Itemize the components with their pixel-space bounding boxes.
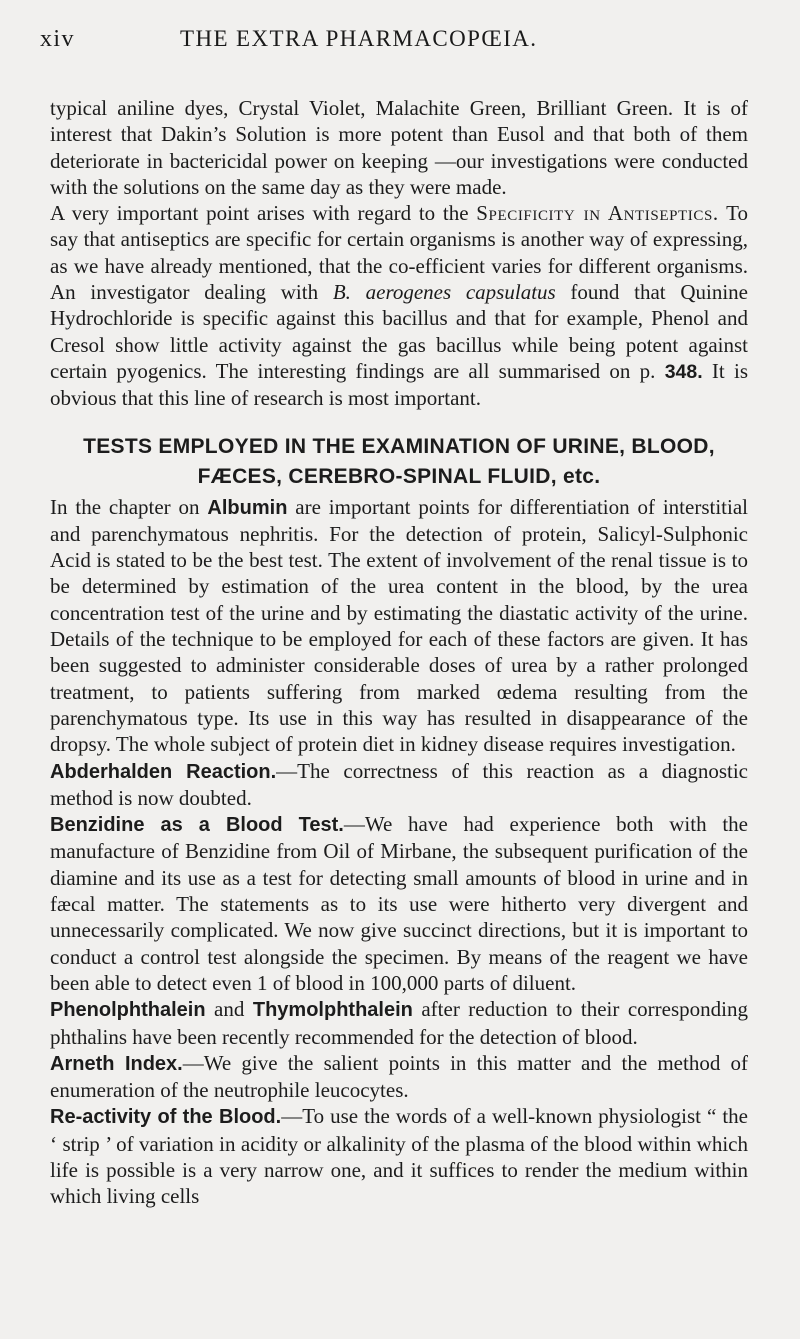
albumin-text-b: are important points for differentiation of interstitial and parenchymatous nephritis. For the detection of protein, Salicyl-Sulphonic Acid is stated to be the best test. The extent of involvement of the renal tissue is to be determined by estimation of the urea content in the blood, by the urea concentration test of the urine and by estimating the diastatic activity of the urine. Details of the technique to be employed for each of these factors are given. It has been suggested to administer considerable doses of urea by a rather prolonged treatment, to patients suffering from marked œdema resulting from the parenchymatous type. Its use in this way has resulted in disappearance of the dropsy. The whole subject of protein diet in kidney disease requires investigation.: [50, 494, 748, 757]
abderhalden-heading: Abderhalden Reaction.: [50, 760, 277, 783]
page-number: xiv: [40, 26, 75, 52]
phthalein-and: and: [214, 997, 245, 1022]
reactivity-heading: Re-activity of the Blood.: [50, 1106, 282, 1129]
paragraph-albumin: [50, 494, 748, 758]
running-title: THE EXTRA PHARMACOPŒIA.: [180, 26, 538, 51]
specificity-text-c: found that Quinine Hydrochloride is specific against this bacillus and that for example, Phenol and Cresol show little activity against the gas bacillus while being potent against certain pyogenics. The interesting findings are all summarised on p.: [50, 280, 748, 383]
specificity-small-caps: Specificity in Antiseptics.: [476, 201, 719, 226]
body-text: [50, 95, 748, 1210]
specificity-text-a: A very important point arises with regard to the: [50, 201, 469, 226]
arneth-heading: Arneth Index.: [50, 1052, 183, 1075]
albumin-text-a: In the chapter on: [50, 494, 200, 519]
albumin-term: Albumin: [207, 496, 288, 519]
specificity-text-b: To say that antiseptics are specific for certain organisms is another way of expressing, as we have already mentioned, that the co-efficient varies for different organisms. An investigator dealing with: [50, 201, 748, 305]
paragraph-benzidine: [50, 811, 748, 996]
section-heading: TESTS EMPLOYED IN THE EXAMINATION OF URINE, BLOOD, FÆCES, CEREBRO-SPINAL FLUID, etc.: [83, 434, 715, 488]
page-reference: 348.: [664, 360, 703, 383]
paragraph-abderhalden: [50, 758, 748, 812]
thymolphthalein-term: Thymolphthalein: [252, 999, 413, 1022]
reactivity-text: —To use the words of a well-known physiologist “ the ‘ strip ’ of variation in acidity or alkalinity of the plasma of the blood within which life is possible is a very narrow one, and it suffices to render the medium within which living cells: [50, 1104, 748, 1209]
arneth-text: —We give the salient points in this matter and the method of enumeration of the neutrophile leucocytes.: [50, 1050, 748, 1103]
phthalein-text: after reduction to their corresponding phthalins have been recently recommended for the detection of blood.: [50, 997, 748, 1049]
phenolphthalein-term: Phenolphthalein: [50, 999, 206, 1022]
running-head: [40, 26, 748, 53]
benzidine-heading: Benzidine as a Blood Test.: [50, 814, 344, 837]
paragraph-reactivity: [50, 1103, 748, 1209]
species-name: B. aerogenes capsulatus: [332, 280, 556, 305]
benzidine-text: —We have had experience both with the manufacture of Benzidine from Oil of Mirbane, the subsequent purification of the diamine and its use as a test for detecting small amounts of blood in urine and in fæcal matter. The statements as to its use were hitherto very divergent and unnecessarily complicated. We now give succinct directions, but it is important to conduct a control test alongside the specimen. By means of the reagent we have been able to detect even 1 of blood in 100,000 parts of diluent.: [50, 812, 748, 995]
paragraph-dyes: typical aniline dyes, Crystal Violet, Malachite Green, Brilliant Green. It is of interest that Dakin’s Solution is more potent than Eusol and that both of them deteriorate in bactericidal power on keeping —our investigations were conducted with the solutions on the same day as they were made.: [50, 96, 748, 199]
paragraph-phthalein: [50, 996, 748, 1050]
abderhalden-text: —The correctness of this reaction as a diagnostic method is now doubted.: [50, 758, 748, 810]
specificity-text-d: It is obvious that this line of research is most important.: [50, 358, 749, 411]
paragraph-specificity: [50, 200, 748, 411]
paragraph-arneth: [50, 1050, 748, 1104]
